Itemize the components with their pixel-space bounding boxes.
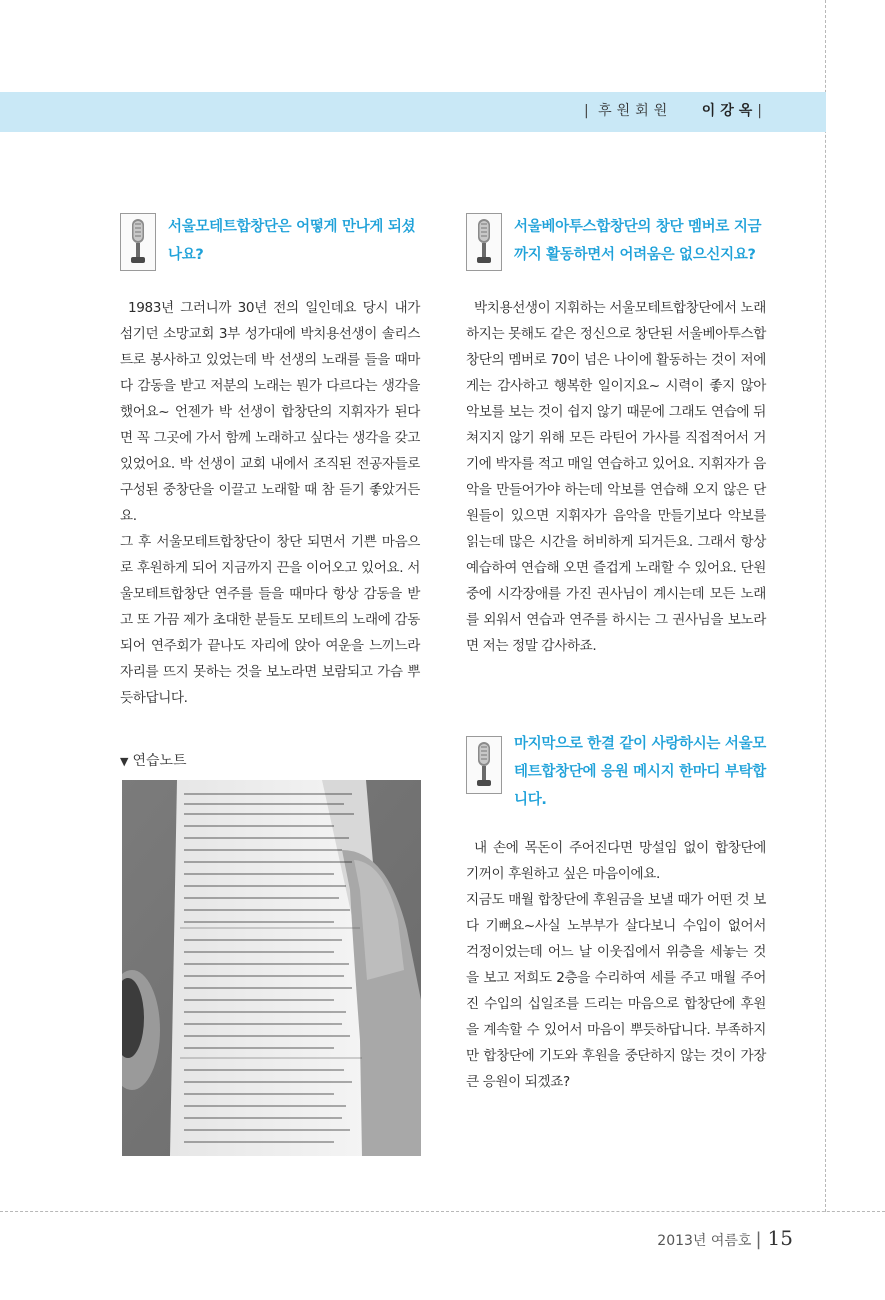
question-text: 서울베아투스합창단의 창단 멤버로 지금까지 활동하면서 어려움은 없으신지요? [514, 219, 762, 263]
microphone-icon [466, 213, 502, 271]
right-answer-1 [466, 295, 766, 659]
caption-text: 연습노트 [132, 753, 187, 769]
microphone-icon [120, 213, 156, 271]
practice-note-photo [122, 780, 421, 1156]
right-answer-2 [466, 835, 766, 1095]
left-column [120, 213, 420, 271]
question-block [466, 730, 766, 814]
answer-paragraph: 그 후 서울모테트합창단이 창단 되면서 기쁜 마음으로 후원하게 되어 지금까지 끈을 이어오고 있어요. 서울모테트합창단 연주를 들을 때마다 항상 감동을 받고 또 가끔 제가 초대한 분들도 모테트의 노래에 감동되어 연주회가 끝나도 자리에 앉아 여운을 느끼느라 자리를 뜨지 못하는 것을 보노라면 보람되고 가슴 뿌듯하답니다. [120, 534, 420, 706]
page-edge-vertical [825, 0, 826, 1212]
issue-label: 2013년 여름호 [657, 1233, 752, 1249]
question-text: 마지막으로 한결 같이 사랑하시는 서울모테트합창단에 응원 메시지 한마디 부탁합니다. [514, 736, 767, 808]
microphone-icon [466, 736, 502, 794]
answer-paragraph: 1983년 그러니까 30년 전의 일인데요 당시 내가 섬기던 소망교회 3부 성가대에 박치용선생이 솔리스트로 봉사하고 있었는데 박 선생의 노래를 들을 때마다 감동을 받고 저분의 노래는 뭔가 다르다는 생각을 했어요~ 언젠가 박 선생이 합창단의 지휘자가 된다면 꼭 그곳에 가서 함께 노래하고 싶다는 생각을 갖고 있었어요. 박 선생이 교회 내에서 조직된 전공자들로 구성된 중창단을 이끌고 노래할 때 참 듣기 좋았거든요. [120, 300, 420, 524]
right-column-q2 [466, 730, 766, 814]
triangle-down-icon: ▼ [120, 755, 129, 768]
page-footer: 2013년 여름호 | 15 [657, 1226, 793, 1250]
question-block [466, 213, 766, 271]
answer-paragraph: 박치용선생이 지휘하는 서울모테트합창단에서 노래하지는 못해도 같은 정신으로 창단된 서울베아투스합창단의 멤버로 70이 넘은 나이에 활동하는 것이 저에게는 감사하고 행복한 일이지요~ 시력이 좋지 않아 악보를 보는 것이 쉽지 않기 때문에 그래도 연습에 뒤쳐지지 않기 위해 모든 라틴어 가사를 직접적어서 거기에 박자를 적고 매일 연습하고 있어요. 지휘자가 음악을 만들어가야 하는데 악보를 연습해 오지 않은 단원들이 있으면 지휘자가 음악을 만들기보다 악보를 읽는데 많은 시간을 허비하게 되거든요. 그래서 항상 예습하여 연습해 오면 즐겁게 노래할 수 있어요. 단원 중에 시각장애를 가진 권사님이 계시는데 모든 노래를 외워서 연습과 연주를 하시는 그 권사님을 보노라면 저는 정말 감사하죠. [466, 300, 766, 654]
header-name: 이강옥 [701, 103, 758, 119]
header-band [0, 92, 826, 132]
photo-caption [120, 750, 420, 770]
question-block [120, 213, 420, 271]
header-label: | 후원회원 이강옥| [583, 103, 762, 119]
answer-paragraph: 내 손에 목돈이 주어진다면 망설임 없이 합창단에 기꺼이 후원하고 싶은 마음이에요. [466, 840, 766, 882]
header-section: 후원회원 [598, 103, 673, 119]
right-column-q1 [466, 213, 766, 271]
page-edge-horizontal [0, 1211, 885, 1212]
left-answer [120, 295, 420, 711]
answer-paragraph: 지금도 매월 합창단에 후원금을 보낼 때가 어떤 것 보다 기뻐요~사실 노부부가 살다보니 수입이 없어서 걱정이었는데 어느 날 이웃집에서 위층을 세놓는 것을 보고 저희도 2층을 수리하여 세를 주고 매월 주어진 수입의 십일조를 드리는 마음으로 합창단에 후원을 계속할 수 있어서 마음이 뿌듯하답니다. 부족하지만 합창단에 기도와 후원을 중단하지 않는 것이 가장 큰 응원이 되겠죠? [466, 892, 766, 1090]
page-number: 15 [767, 1226, 793, 1250]
question-text: 서울모테트합창단은 어떻게 만나게 되셨나요? [168, 219, 416, 263]
